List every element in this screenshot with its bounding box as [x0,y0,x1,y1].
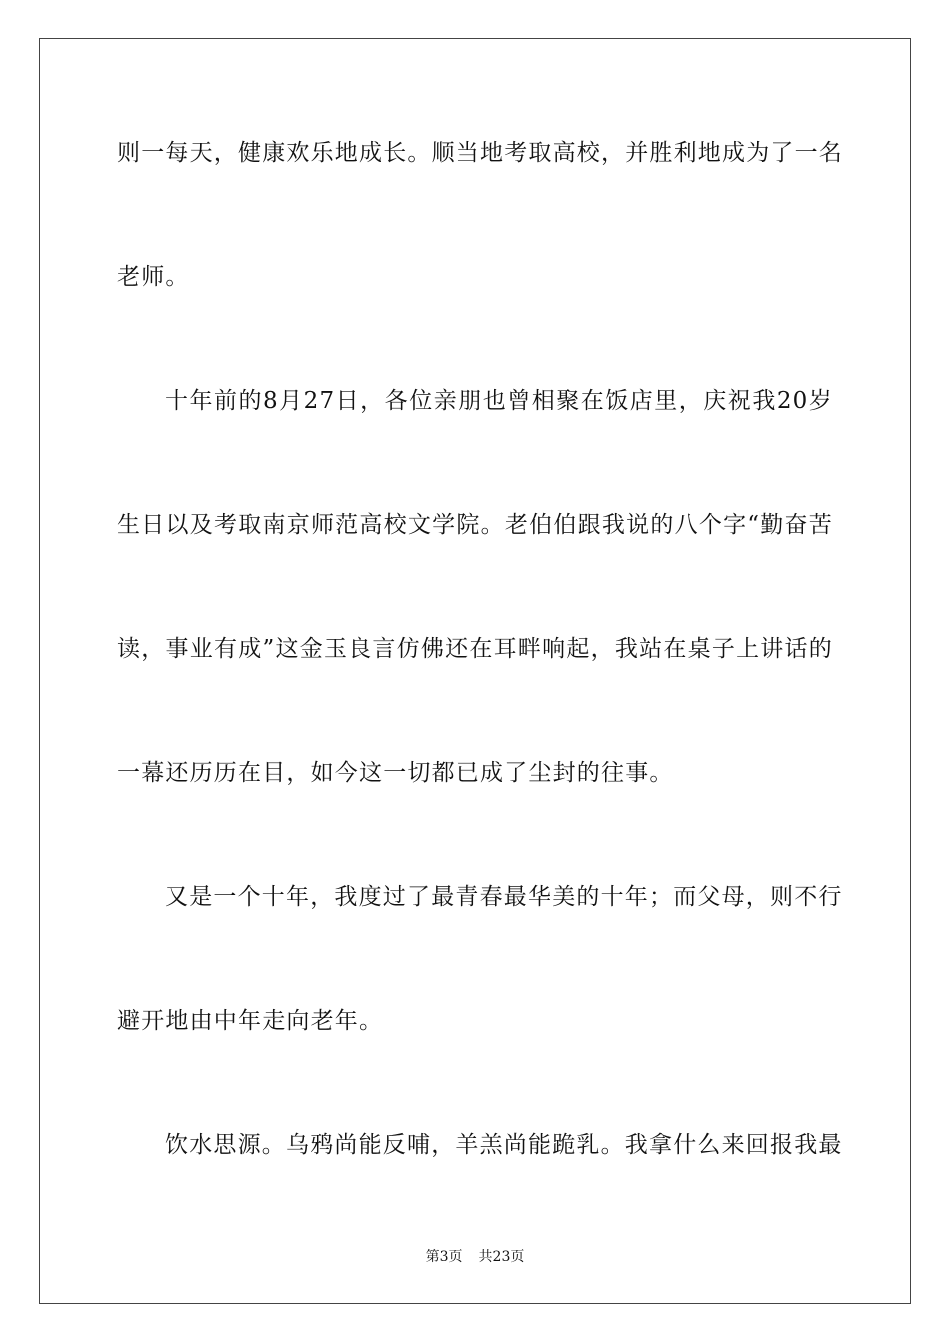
text-line: 读，事业有成”这金玉良言仿佛还在耳畔响起，我站在桌子上讲话的 [117,636,833,662]
text-line: 生日以及考取南京师范高校文学院。老伯伯跟我说的八个字“勤奋苦 [117,512,833,538]
page-total: 共23页 [478,1249,525,1265]
text-line: 一幕还历历在目，如今这一切都已成了尘封的往事。 [117,760,674,786]
text-line: 饮水思源。乌鸦尚能反哺，羊羔尚能跪乳。我拿什么来回报我最 [165,1132,843,1158]
page-number: 第3页 [425,1249,463,1265]
text-line: 十年前的8月27日，各位亲朋也曾相聚在饭店里，庆祝我20岁 [165,388,833,414]
text-line: 避开地由中年走向老年。 [117,1008,384,1034]
text-line: 则一每天，健康欢乐地成长。顺当地考取高校，并胜利地成为了一名 [117,140,843,166]
text-line: 老师。 [117,264,190,290]
page-border [39,38,911,1304]
page-footer [0,1248,950,1266]
text-line: 又是一个十年，我度过了最青春最华美的十年；而父母，则不行 [165,884,843,910]
